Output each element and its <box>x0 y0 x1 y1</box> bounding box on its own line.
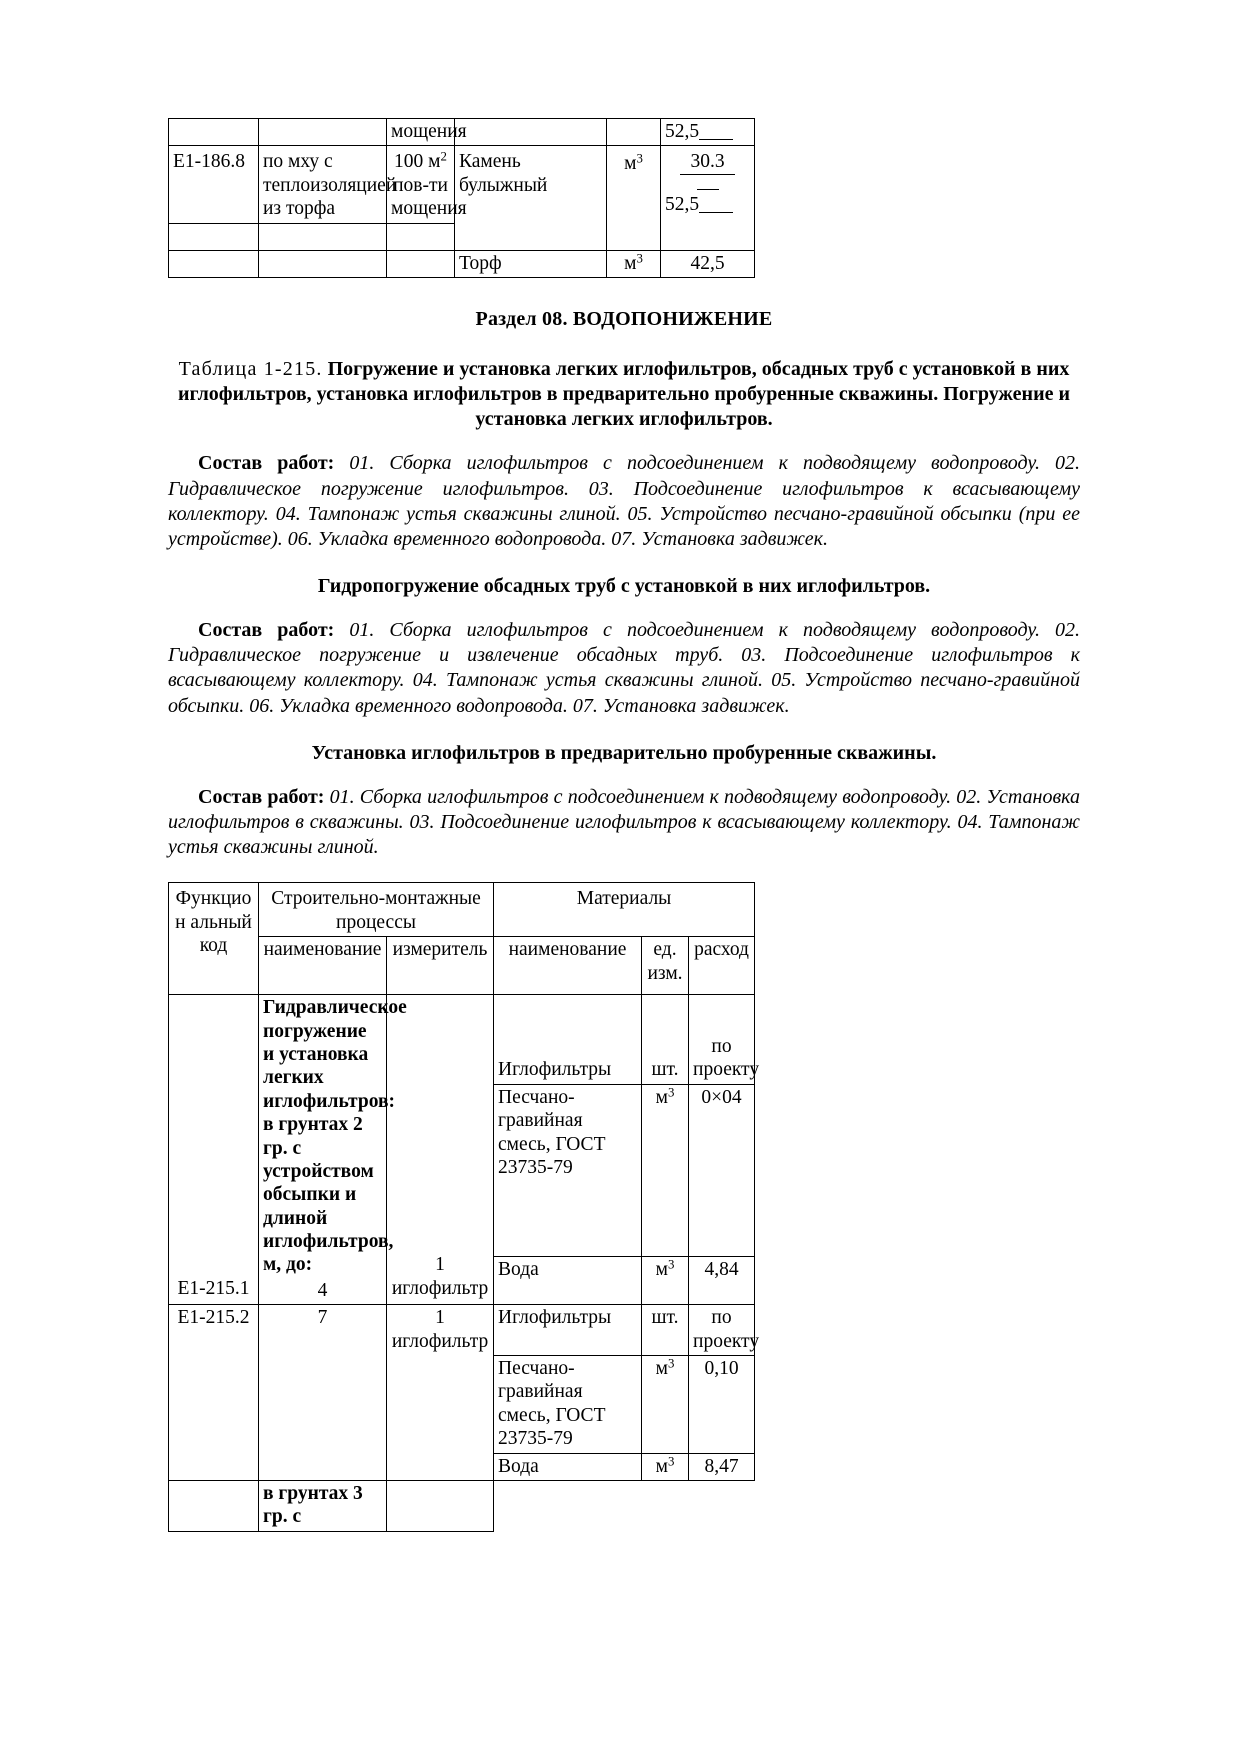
cell-material: Торф <box>455 250 607 277</box>
fraction-denominator-row <box>665 193 750 216</box>
sostav-text: 01. Сборка иглофильтров с подсоединением к подводящему водопроводу. 02. Гидравлическое погружение и извлечение обсадных труб. 03. Подсоединение иглофильтров к всасывающему коллектору. 04. Тампонаж устья скважины глиной. 05. Устройство песчано-гравийной обсыпки. 06. Укладка временного водопровода. 07. Установка задвижек. <box>168 619 1080 717</box>
cell-measure-cont <box>387 223 455 250</box>
cell-proc-measure: 1 иглофильтр <box>387 995 494 1305</box>
table-title <box>168 357 1080 432</box>
sostav-label: Состав работ: <box>198 452 335 475</box>
sostav-label: Состав работ: <box>198 619 335 642</box>
measure-superscript: 2 <box>440 149 447 164</box>
table-title-bold: Погружение и установка легких иглофильтров, обсадных труб с установкой в них иглофильтров, установка иглофильтров в предварительно пробуренные скважины. Погружение и установка легких иглофильтров. <box>177 358 1070 431</box>
continuation-table <box>168 118 755 278</box>
header-mat-unit: ед. изм. <box>642 937 689 995</box>
cell-group-title-next: в грунтах 3 гр. с <box>259 1481 387 1532</box>
header-proc-name: наименование <box>259 937 387 995</box>
table-row <box>169 995 755 1085</box>
table-row <box>169 1305 755 1356</box>
unit-base: м <box>655 1086 668 1108</box>
cell-material-usage-empty <box>689 1481 755 1532</box>
cell-material-usage: по проекту <box>689 1305 755 1356</box>
cell-code: E1-186.8 <box>169 146 259 223</box>
unit-superscript: 3 <box>667 1257 675 1272</box>
cell-proc-measure: 1 иглофильтр <box>387 1305 494 1481</box>
subheading-hydro-casing: Гидропогружение обсадных труб с установкой в них иглофильтров. <box>317 575 931 598</box>
measure-prefix: 100 м <box>394 151 441 173</box>
header-func-code: Функцион альный код <box>169 883 259 995</box>
subheading-predrilled-wells: Установка иглофильтров в предварительно пробуренные скважины. <box>311 741 937 764</box>
cell-process-empty <box>259 250 387 277</box>
cell-process-empty <box>259 223 387 250</box>
cell-group-title-and-value <box>259 995 407 1305</box>
fraction-numerator: 30.3 <box>680 150 734 174</box>
sostav-rabot-paragraph-1 <box>168 451 1080 552</box>
header-materials-group: Материалы <box>494 883 755 937</box>
table-row <box>169 250 755 277</box>
header-proc-measure: измеритель <box>387 937 494 995</box>
group-title: Гидравлическое погружение и установка легких иглофильтров: в грунтах 2 гр. с устройством обсыпки и длиной иглофильтров, м, до: <box>263 997 407 1276</box>
sostav-rabot-paragraph-3 <box>168 785 1080 861</box>
underline-tail <box>699 139 733 140</box>
cell-material-name: Иглофильтры <box>494 995 642 1085</box>
cell-code-empty <box>169 223 259 250</box>
cell-material-name: Песчано-гравийная смесь, ГОСТ 23735-79 <box>494 1356 642 1454</box>
cell-material-usage: 0×04 <box>689 1084 755 1256</box>
cell-material-unit-empty <box>642 1481 689 1532</box>
table-row <box>169 146 755 223</box>
unit-superscript: 3 <box>667 1085 675 1100</box>
cell-material-usage: 8,47 <box>689 1453 755 1480</box>
cell-proc-name: 7 <box>259 1305 387 1481</box>
cell-process <box>259 119 387 146</box>
unit-base: м <box>655 1455 668 1477</box>
cell-unit <box>607 250 661 277</box>
cell-material <box>455 119 607 146</box>
cell-material-usage: по проекту <box>689 995 755 1085</box>
unit-superscript: 3 <box>636 251 643 266</box>
cell-func-code: E1-215.2 <box>169 1305 259 1481</box>
cell-code <box>169 119 259 146</box>
cell-code-empty <box>169 250 259 277</box>
section-heading: Раздел 08. ВОДОПОНИЖЕНИЕ <box>475 308 773 331</box>
cell-material-unit <box>642 1453 689 1480</box>
proc-name-value: 4 <box>317 1279 328 1301</box>
sostav-text: 01. Сборка иглофильтров с подсоединением к подводящему водопроводу. 02. Установка иглофильтров в скважины. 03. Подсоединение иглофильтров к всасывающему коллектору. 04. Тампонаж устья скважины глиной. <box>168 785 1080 859</box>
unit-superscript: 3 <box>636 151 643 166</box>
cell-material-usage: 0,10 <box>689 1356 755 1454</box>
fraction-numerator-row <box>665 150 750 174</box>
sostav-rabot-paragraph-2 <box>168 618 1080 719</box>
measure-rest: пов-ти мощения <box>391 174 467 220</box>
unit-base: м <box>624 153 637 175</box>
cell-unit <box>607 146 661 251</box>
norms-table <box>168 882 760 1531</box>
header-processes-group: Строительно-монтажные процессы <box>259 883 494 937</box>
cell-material: Камень булыжный <box>455 146 607 251</box>
header-mat-usage: расход <box>689 937 755 995</box>
cell-usage: 42,5 <box>661 250 755 277</box>
unit-superscript: 3 <box>667 1453 675 1468</box>
cell-material-unit <box>642 1256 689 1304</box>
usage-value: 52,5 <box>665 121 700 142</box>
cell-measure-empty <box>387 250 455 277</box>
table-title-lead: Таблица 1-215. <box>178 358 323 381</box>
cell-material-name: Иглофильтры <box>494 1305 642 1356</box>
sostav-label: Состав работ: <box>198 785 325 808</box>
cell-material-usage: 4,84 <box>689 1256 755 1304</box>
cell-material-unit <box>642 1084 689 1256</box>
cell-measure: мощения <box>387 119 455 146</box>
sostav-text: 01. Сборка иглофильтров с подсоединением к подводящему водопроводу. 02. Гидравлическое погружение иглофильтров. 03. Подсоединение иглофильтров к всасывающему коллектору. 04. Тампонаж устья скважины глиной. 05. Устройство песчано-гравийной обсыпки (при ее устройстве). 06. Укладка временного водопровода. 07. Установка задвижек. <box>168 452 1080 550</box>
cell-process: по мху с теплоизоляцией из торфа <box>259 146 387 223</box>
unit-superscript: 3 <box>667 1356 675 1371</box>
unit-base: м <box>655 1258 668 1280</box>
cell-material-unit: шт. <box>642 1305 689 1356</box>
cell-material-name: Вода <box>494 1256 642 1304</box>
cell-usage-fraction <box>661 146 755 251</box>
cell-measure <box>387 146 467 223</box>
cell-material-unit <box>642 1356 689 1454</box>
table-row-partial <box>169 1481 755 1532</box>
cell-proc-measure-empty <box>387 1481 494 1532</box>
unit-base: м <box>655 1358 668 1380</box>
fraction-denominator: 52,5 <box>665 194 700 216</box>
cell-func-code: E1-215.1 <box>169 995 259 1305</box>
cell-material-name: Песчано-гравийная смесь, ГОСТ 23735-79 <box>494 1084 642 1256</box>
underline-tail <box>699 212 733 213</box>
cell-usage <box>661 119 755 146</box>
cell-func-code-empty <box>169 1481 259 1532</box>
cell-material-name: Вода <box>494 1453 642 1480</box>
table-header-row <box>169 883 755 937</box>
cell-unit <box>607 119 661 146</box>
cell-material-name-empty <box>494 1481 642 1532</box>
header-mat-name: наименование <box>494 937 642 995</box>
cell-material-unit: шт. <box>642 995 689 1085</box>
table-row <box>169 119 755 146</box>
unit-base: м <box>624 252 637 274</box>
